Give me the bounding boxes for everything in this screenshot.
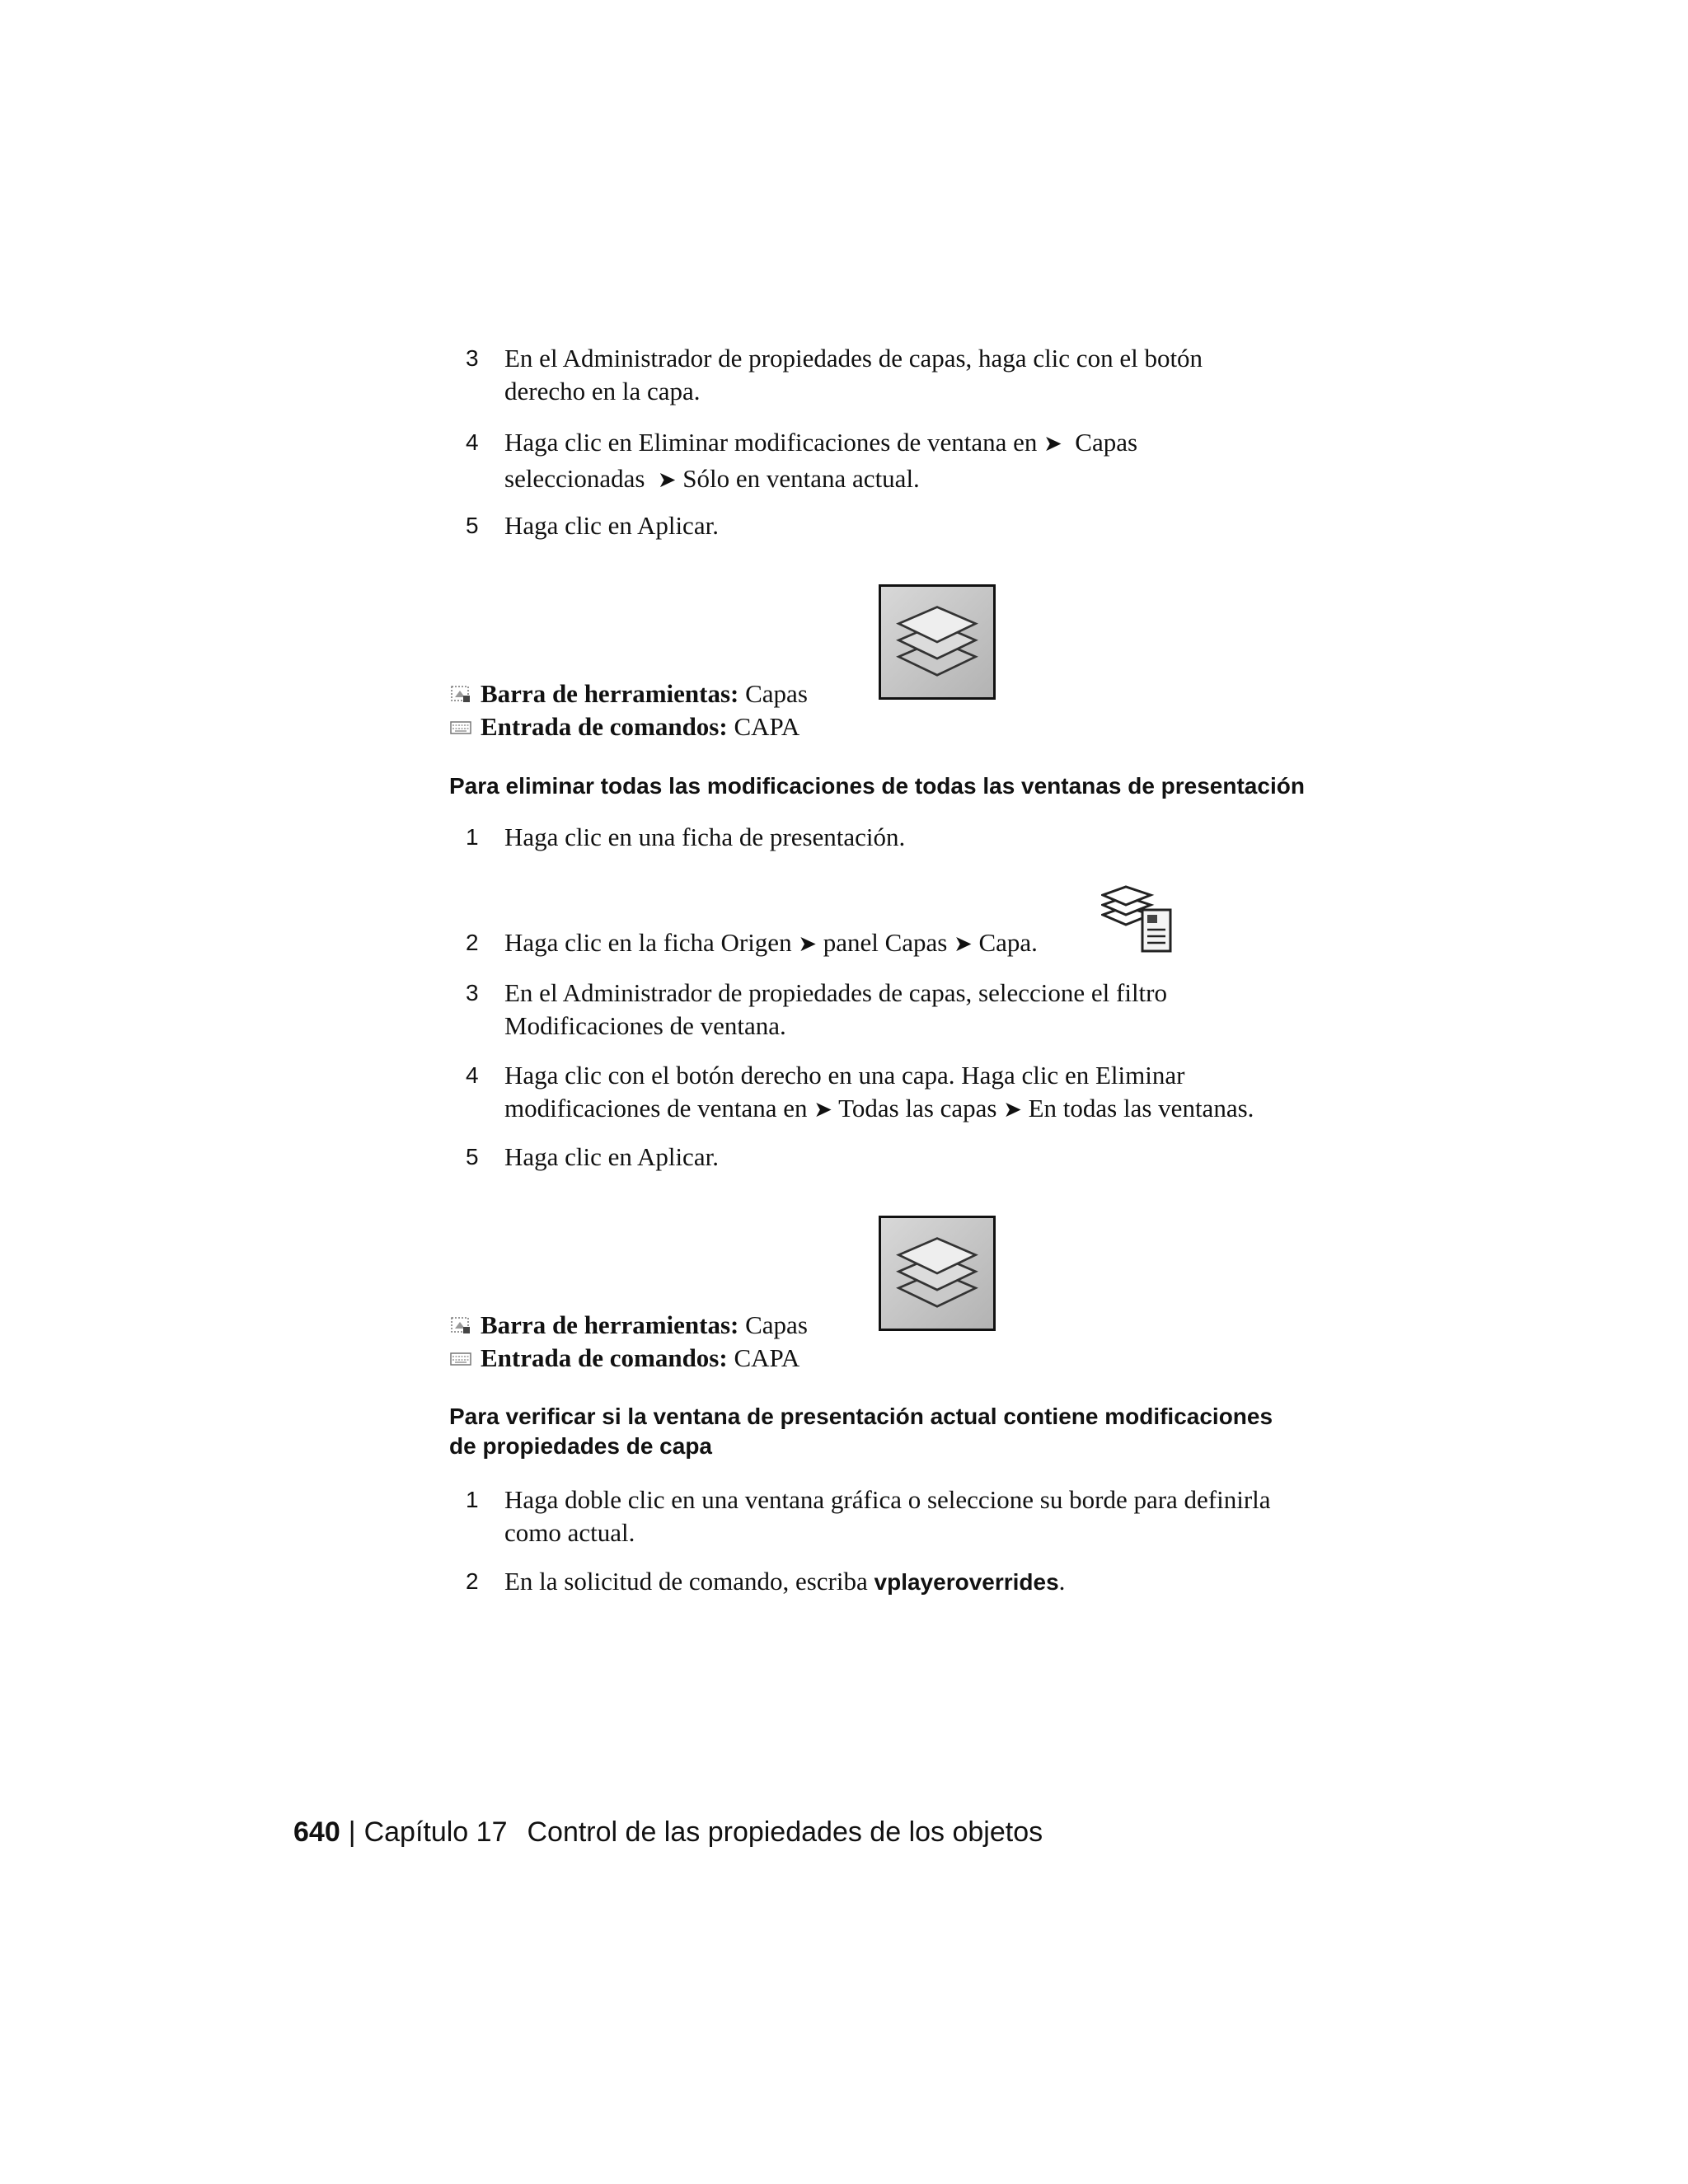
- arrow-icon: ➤: [657, 467, 677, 493]
- page-footer: 640 | Capítulo 17 Control de las propiedades de los objetos: [293, 1816, 1043, 1848]
- command-line: Entrada de comandos: CAPA: [450, 1342, 799, 1375]
- step-5: 5 Haga clic en Aplicar.: [466, 1142, 719, 1171]
- command-name: vplayeroverrides: [874, 1569, 1059, 1595]
- layers-button-icon: [879, 1216, 996, 1331]
- toolbar-line: Barra de herramientas: Capas: [450, 1309, 808, 1342]
- arrow-icon: ➤: [814, 1097, 832, 1122]
- page-number: 640: [293, 1816, 340, 1848]
- step-2: 2 Haga clic en la ficha Origen ➤ panel Capas ➤ Capa.: [466, 928, 1038, 957]
- section-heading: Para eliminar todas las modificaciones de todas las ventanas de presentación: [449, 773, 1305, 799]
- step-5: 5 Haga clic en Aplicar.: [466, 511, 719, 540]
- layers-button-icon: [879, 584, 996, 700]
- step-3: 3 En el Administrador de propiedades de capas, seleccione el filtro Modificaciones de ventana.: [466, 978, 1167, 1040]
- arrow-icon: ➤: [954, 931, 973, 957]
- chapter-label: Capítulo 17: [363, 1816, 508, 1848]
- arrow-icon: ➤: [1003, 1097, 1022, 1122]
- toolbar-icon: [450, 684, 471, 704]
- keyboard-icon: [450, 1348, 471, 1368]
- toolbar-icon: [450, 1315, 471, 1335]
- section-heading: Para verificar si la ventana de presentación actual contiene modificaciones de propiedades de capa: [449, 1404, 1273, 1459]
- step-4: 4 Haga clic en Eliminar modificaciones de ventana en ➤ Capas seleccionadas ➤ Sólo en ventana actual.: [466, 428, 1138, 493]
- toolbar-line: Barra de herramientas: Capas: [450, 677, 808, 710]
- keyboard-icon: [450, 717, 471, 737]
- step-1: 1 Haga clic en una ficha de presentación.: [466, 823, 906, 851]
- step-4: 4 Haga clic con el botón derecho en una capa. Haga clic en Eliminar modificaciones de ventana en ➤ Todas las capas ➤ En todas las ventanas.: [466, 1061, 1254, 1122]
- step-2: 2 En la solicitud de comando, escriba vplayeroverrides.: [466, 1567, 1066, 1596]
- arrow-icon: ➤: [798, 931, 817, 957]
- chapter-title: Control de las propiedades de los objetos: [527, 1816, 1043, 1848]
- arrow-icon: ➤: [1043, 431, 1062, 457]
- command-line: Entrada de comandos: CAPA: [450, 710, 799, 743]
- step-1: 1 Haga doble clic en una ventana gráfica o seleccione su borde para definirla como actual.: [466, 1485, 1271, 1547]
- step-3: 3 En el Administrador de propiedades de capas, haga clic con el botón derecho en la capa.: [466, 344, 1203, 405]
